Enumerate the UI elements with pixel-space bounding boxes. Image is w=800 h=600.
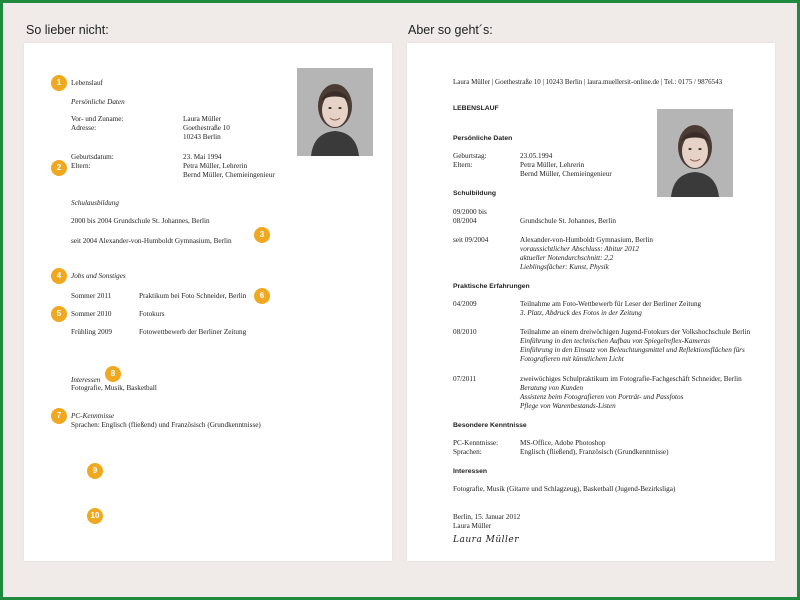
job-text: Fotokurs [139,310,165,318]
school-entry: 2000 bis 2004 Grundschule St. Johannes, Berlin [71,217,210,225]
section-personal: Persönliche Daten [453,135,513,142]
exp-note: Beratung von Kunden [520,384,584,392]
exp-date: 08/2010 [453,328,477,336]
school-text: Grundschule St. Johannes, Berlin [520,217,617,225]
lang-value: Englisch (fließend), Französisch (Grundkenntnisse) [520,448,669,456]
place-date: Berlin, 15. Januar 2012 [453,513,521,521]
cv-title: LEBENSLAUF [453,105,499,112]
birth-value: 23.05.1994 [520,152,553,160]
pc-value: MS-Office, Adobe Photoshop [520,439,606,447]
exp-note: Einführung in den technischen Aufbau von Spiegelreflex-Kameras [520,337,711,345]
heading-good-example: Aber so geht´s: [408,23,493,37]
address-line1: Goethestraße 10 [183,124,230,132]
portrait-image [657,109,733,197]
signature: Laura Müller [453,535,520,545]
job-text: Praktikum bei Foto Schneider, Berlin [139,292,247,300]
section-pc: PC-Kenntnisse [71,412,115,420]
section-jobs: Jobs und Sonstiges [71,272,126,280]
school-date: 08/2004 [453,217,477,225]
section-skills: Besondere Kenntnisse [453,422,527,429]
school-entry: seit 2004 Alexander-von-Humboldt Gymnasium, Berlin [71,237,232,245]
exp-note: Einführung in den Einsatz von Beleuchtungsmittel und Reflektionsflächen fürs [520,346,745,354]
exp-date: 04/2009 [453,300,477,308]
parents-line2: Bernd Müller, Chemieingenieur [520,170,612,178]
cv-title: Lebenslauf [71,79,103,87]
exp-text: zweiwöchiges Schulpraktikum im Fotografie-Fachgeschäft Schneider, Berlin [520,375,742,383]
portrait-image [297,68,373,156]
job-date: Sommer 2010 [71,310,112,318]
badge-7: 7 [51,408,67,424]
pc-value: Sprachen: Englisch (fließend) und Französisch (Grundkenntnisse) [71,421,261,429]
school-note: Lieblingsfächer: Kunst, Physik [520,263,609,271]
interests-value: Fotografie, Musik (Gitarre und Schlagzeug), Basketball (Jugend-Bezirksliga) [453,485,676,493]
section-school: Schulbildung [453,190,497,197]
parents-label: Eltern: [71,162,91,170]
pc-label: PC-Kenntnisse: [453,439,499,447]
birth-value: 23. Mai 1994 [183,153,222,161]
lang-label: Sprachen: [453,448,482,456]
birth-label: Geburtsdatum: [71,153,114,161]
exp-text: Teilnahme an einem dreiwöchigen Jugend-Fotokurs der Volkshochschule Berlin [520,328,751,336]
section-personal: Persönliche Daten [71,98,125,106]
parents-line2: Bernd Müller, Chemieingenieur [183,171,275,179]
parents-label: Eltern: [453,161,473,169]
badge-3: 3 [254,227,270,243]
exp-note: Pflege von Warenbestands-Listen [520,402,616,410]
address-label: Adresse: [71,124,97,132]
parents-line1: Petra Müller, Lehrerin [183,162,248,170]
exp-text: Teilnahme am Foto-Wettbewerb für Leser der Berliner Zeitung [520,300,702,308]
school-text: Alexander-von-Humboldt Gymnasium, Berlin [520,236,654,244]
section-interests: Interessen [453,468,488,475]
badge-4: 4 [51,268,67,284]
school-date: 09/2000 bis [453,208,487,216]
section-practice: Praktische Erfahrungen [453,283,530,290]
school-note: aktueller Notendurchschnitt: 2,2 [520,254,614,262]
portrait-photo [657,109,733,197]
badge-2: 2 [51,160,67,176]
job-date: Frühling 2009 [71,328,112,336]
section-school: Schulausbildung [71,199,119,207]
badge-10: 10 [87,508,103,524]
section-interests: Interessen [71,376,101,384]
badge-6: 6 [254,288,270,304]
school-date: seit 09/2004 [453,236,489,244]
badge-9: 9 [87,463,103,479]
sign-name: Laura Müller [453,522,492,530]
name-value: Laura Müller [183,115,222,123]
contact-header: Laura Müller | Goethestraße 10 | 10243 Berlin | laura.muellersit-online.de | Tel.: 0175 / 9876543 [453,78,723,86]
birth-label: Geburtstag: [453,152,487,160]
name-label: Vor- und Zuname: [71,115,124,123]
job-text: Fotowettbewerb der Berliner Zeitung [139,328,247,336]
heading-bad-example: So lieber nicht: [26,23,109,37]
job-date: Sommer 2011 [71,292,112,300]
portrait-photo [297,68,373,156]
parents-line1: Petra Müller, Lehrerin [520,161,585,169]
exp-note: Fotografieren mit künstlichem Licht [520,355,624,363]
cv-page-good [407,43,775,561]
exp-note: 3. Platz, Abdruck des Fotos in der Zeitung [520,309,642,317]
cv-page-bad [24,43,392,561]
exp-date: 07/2011 [453,375,477,383]
badge-5: 5 [51,306,67,322]
badge-8: 8 [105,366,121,382]
exp-note: Assistenz beim Fotografieren von Porträt- und Passfotos [520,393,684,401]
interests-value: Fotografie, Musik, Basketball [71,384,157,392]
address-line2: 10243 Berlin [183,133,221,141]
school-note: voraussichtlicher Abschluss: Abitur 2012 [520,245,639,253]
badge-1: 1 [51,75,67,91]
